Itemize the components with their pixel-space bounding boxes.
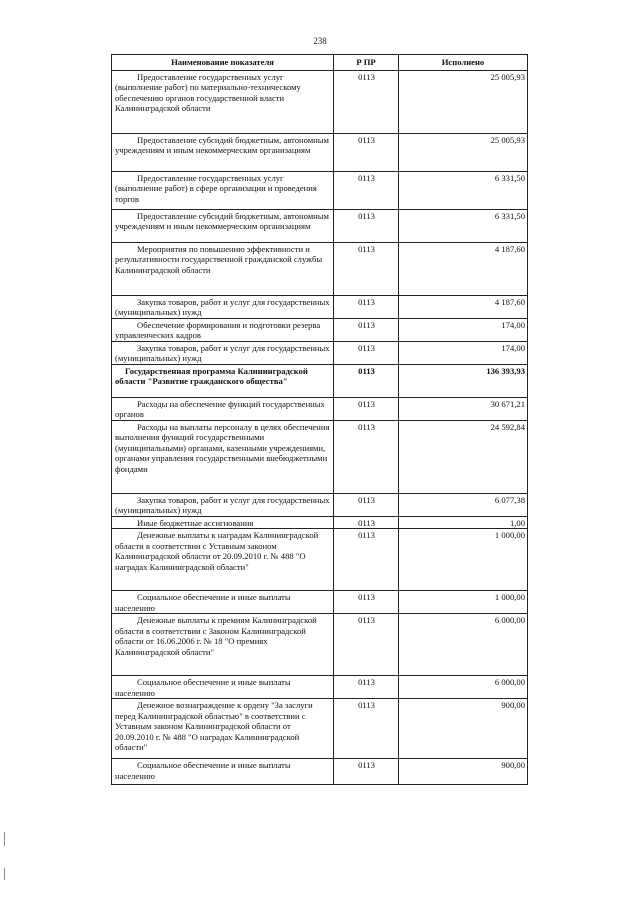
row-amount-cell: 4 187,60	[399, 243, 528, 296]
table-row	[112, 71, 528, 134]
row-name-cell: Денежные выплаты к наградам Калининградской области в соответствии с Уставным законом Калининградской области от 20.09.2010 г. № 488 "О наградах Калининградской области"	[112, 529, 334, 591]
row-amount-cell: 6 331,50	[399, 172, 528, 210]
row-amount-cell: 25 005,93	[399, 134, 528, 172]
row-code-cell: 0113	[334, 134, 399, 172]
table-row	[112, 134, 528, 172]
row-code-cell: 0113	[334, 243, 399, 296]
row-name-cell: Расходы на обеспечение функций государственных органов	[112, 398, 334, 421]
row-amount-cell: 6 000,00	[399, 614, 528, 676]
table-row	[112, 398, 528, 421]
row-name-cell: Мероприятия по повышению эффективности и результативности государственной гражданской службы Калининградской области	[112, 243, 334, 296]
row-name-cell: Предоставление субсидий бюджетным, автономным учреждениям и иным некоммерческим организациям	[112, 134, 334, 172]
table-row	[112, 172, 528, 210]
table-row	[112, 243, 528, 296]
table-row	[112, 342, 528, 365]
row-amount-cell: 174,00	[399, 342, 528, 365]
table-row	[112, 759, 528, 785]
table-row	[112, 494, 528, 517]
row-code-cell: 0113	[334, 676, 399, 699]
scan-margin-mark	[4, 832, 5, 846]
row-code-cell: 0113	[334, 494, 399, 517]
page-number: 238	[313, 36, 327, 46]
table-row	[112, 676, 528, 699]
row-amount-cell: 136 393,93	[399, 365, 528, 398]
row-amount-cell: 24 592,84	[399, 421, 528, 494]
table-header-row	[112, 55, 528, 71]
scan-margin-mark	[4, 868, 5, 880]
row-amount-cell: 25 005,93	[399, 71, 528, 134]
row-code-cell: 0113	[334, 172, 399, 210]
row-amount-cell: 1,00	[399, 517, 528, 529]
row-code-cell: 0113	[334, 529, 399, 591]
table-row	[112, 210, 528, 243]
row-code-cell: 0113	[334, 365, 399, 398]
row-name-cell: Закупка товаров, работ и услуг для государственных (муниципальных) нужд	[112, 296, 334, 319]
row-name-cell: Денежное вознаграждение к ордену "За заслуги перед Калининградской областью" в соответствии с Уставным законом Калининградской области от 20.09.2010 г. № 488 "О наградах Калининградской области"	[112, 699, 334, 759]
row-name-cell: Закупка товаров, работ и услуг для государственных (муниципальных) нужд	[112, 342, 334, 365]
table-row	[112, 529, 528, 591]
header-indicator-name: Наименование показателя	[112, 55, 334, 71]
row-name-cell: Социальное обеспечение и иные выплаты населению	[112, 759, 334, 785]
row-code-cell: 0113	[334, 614, 399, 676]
row-amount-cell: 4 187,60	[399, 296, 528, 319]
row-code-cell: 0113	[334, 210, 399, 243]
row-code-cell: 0113	[334, 71, 399, 134]
header-executed: Исполнено	[399, 55, 528, 71]
row-name-cell: Денежные выплаты к премиям Калининградской области в соответствии с Законом Калининградской области от 16.06.2006 г. № 18 "О премиях Калининградской области"	[112, 614, 334, 676]
table-row	[112, 319, 528, 342]
row-amount-cell: 1 000,00	[399, 529, 528, 591]
row-amount-cell: 1 000,00	[399, 591, 528, 614]
row-amount-cell: 6 077,38	[399, 494, 528, 517]
table-row	[112, 365, 528, 398]
row-name-cell: Государственная программа Калининградской области "Развитие гражданского общества"	[112, 365, 334, 398]
table-row	[112, 591, 528, 614]
row-amount-cell: 6 000,00	[399, 676, 528, 699]
row-amount-cell: 900,00	[399, 699, 528, 759]
row-name-cell: Социальное обеспечение и иные выплаты населению	[112, 676, 334, 699]
row-code-cell: 0113	[334, 296, 399, 319]
row-code-cell: 0113	[334, 591, 399, 614]
row-name-cell: Обеспечение формирования и подготовки резерва управленческих кадров	[112, 319, 334, 342]
row-name-cell: Расходы на выплаты персоналу в целях обеспечения выполнения функций государственными (муниципальными) органами, казенными учреждениями, органами управления государственными внебюджетными фондами	[112, 421, 334, 494]
row-code-cell: 0113	[334, 319, 399, 342]
row-code-cell: 0113	[334, 517, 399, 529]
row-amount-cell: 6 331,50	[399, 210, 528, 243]
row-amount-cell: 174,00	[399, 319, 528, 342]
row-name-cell: Иные бюджетные ассигнования	[112, 517, 334, 529]
row-amount-cell: 30 671,21	[399, 398, 528, 421]
table-row	[112, 421, 528, 494]
row-name-cell: Закупка товаров, работ и услуг для государственных (муниципальных) нужд	[112, 494, 334, 517]
table-body	[112, 71, 528, 785]
row-code-cell: 0113	[334, 699, 399, 759]
row-name-cell: Социальное обеспечение и иные выплаты населению	[112, 591, 334, 614]
table-row	[112, 296, 528, 319]
row-code-cell: 0113	[334, 398, 399, 421]
header-section-code: Р ПР	[334, 55, 399, 71]
table-row	[112, 699, 528, 759]
row-code-cell: 0113	[334, 421, 399, 494]
row-code-cell: 0113	[334, 759, 399, 785]
budget-execution-table	[111, 54, 528, 785]
row-name-cell: Предоставление субсидий бюджетным, автономным учреждениям и иным некоммерческим организациям	[112, 210, 334, 243]
row-name-cell: Предоставление государственных услуг (выполнение работ) в сфере организации и проведения торгов	[112, 172, 334, 210]
table-row	[112, 614, 528, 676]
row-code-cell: 0113	[334, 342, 399, 365]
row-amount-cell: 900,00	[399, 759, 528, 785]
table-row	[112, 517, 528, 529]
row-name-cell: Предоставление государственных услуг (выполнение работ) по материально-техническому обеспечению органов государственной власти Калининградской области	[112, 71, 334, 134]
